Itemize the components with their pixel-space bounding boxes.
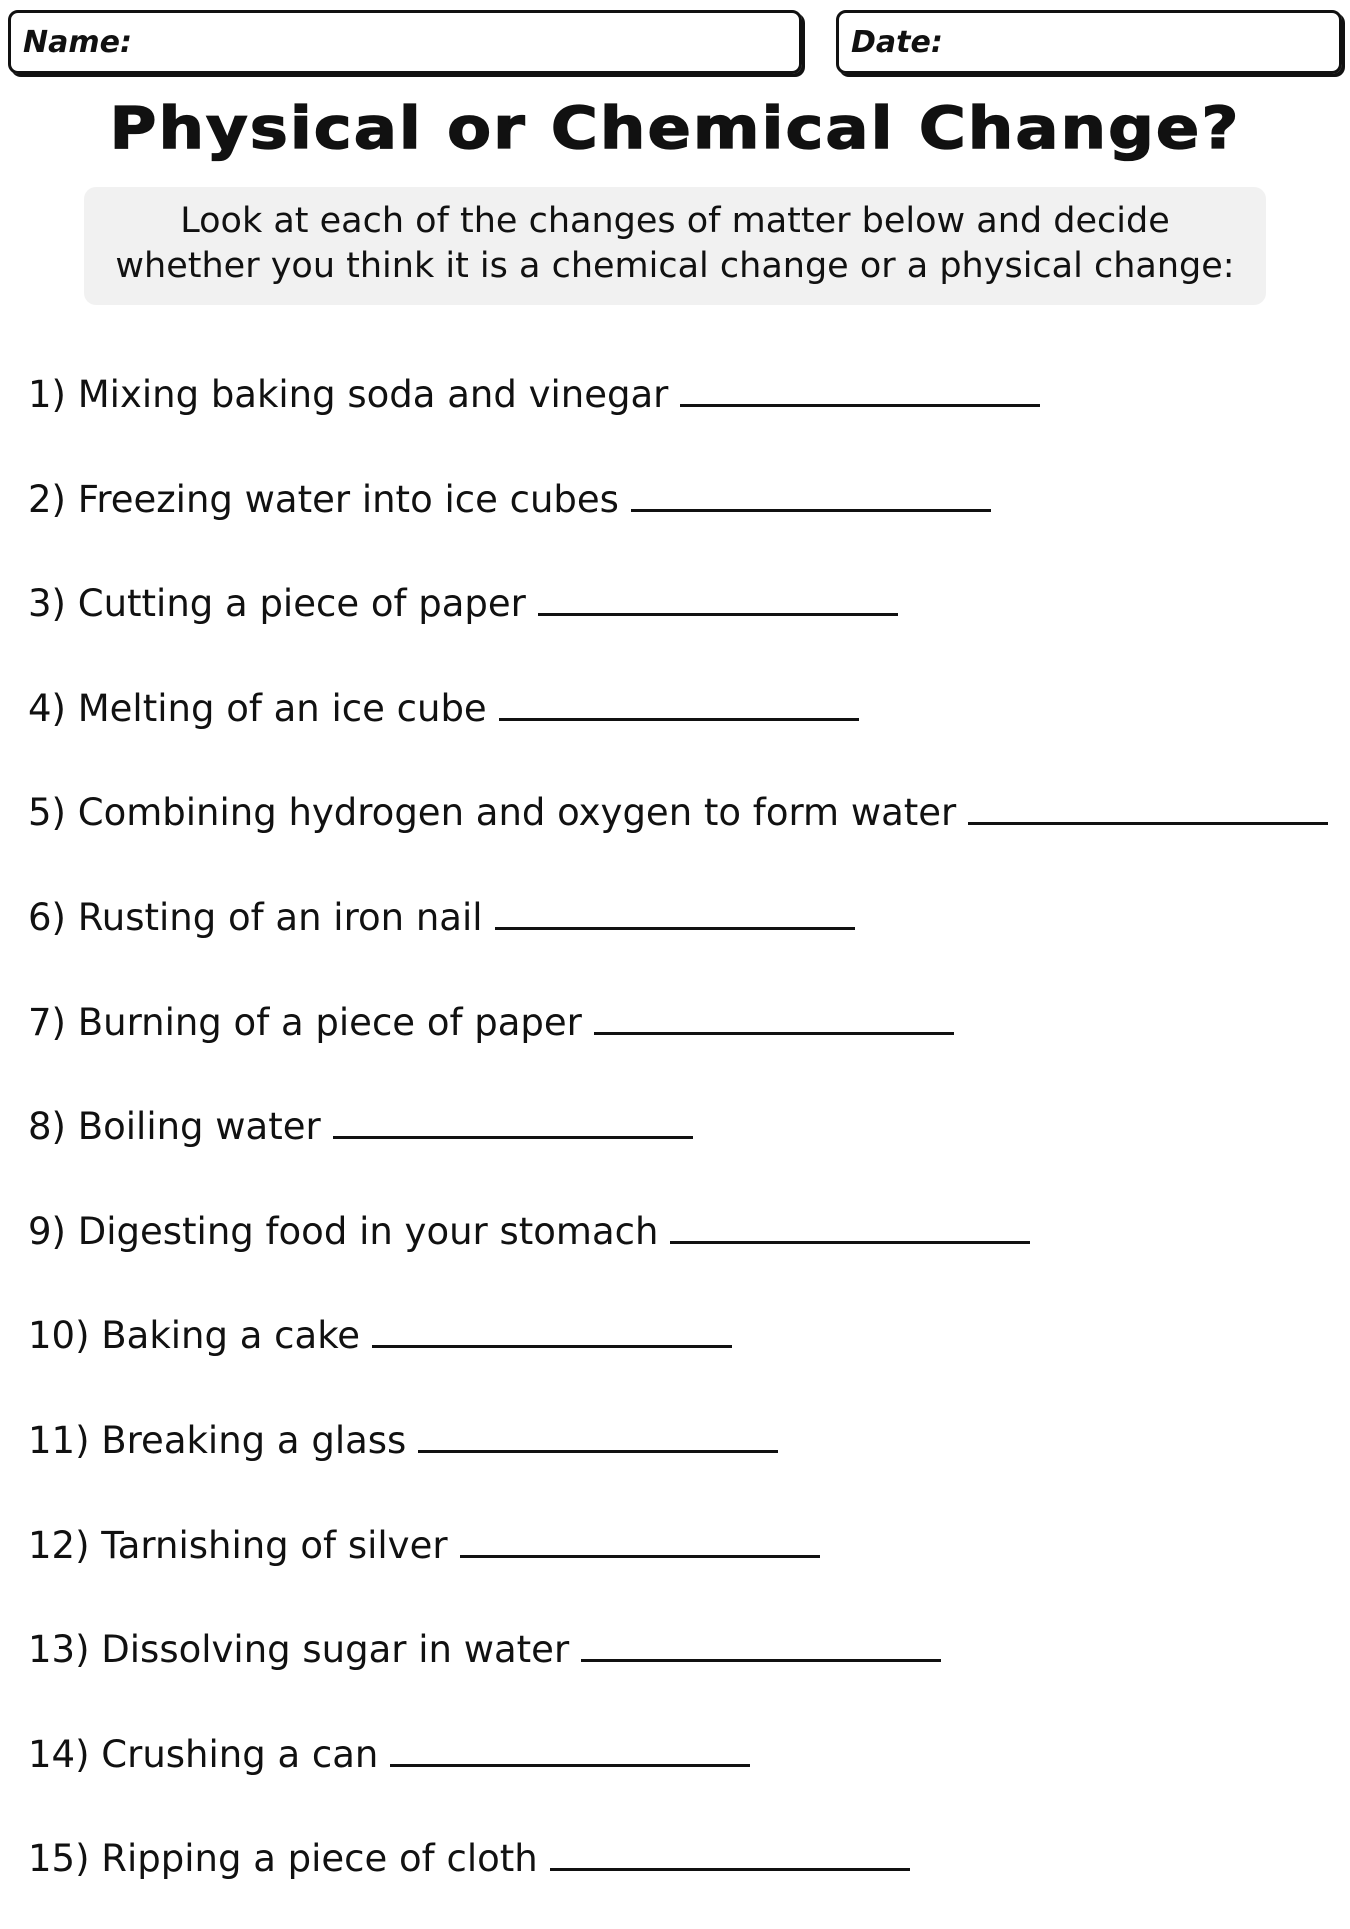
name-field[interactable] [8,10,802,74]
answer-blank[interactable] [594,988,954,1035]
answer-blank[interactable] [968,778,1328,825]
answer-blank[interactable] [538,569,898,616]
question-item [28,1720,1338,1825]
question-item [28,1406,1338,1511]
question-label: 9) Digesting food in your stomach [28,1209,659,1253]
name-label: Name: [23,24,132,60]
question-item [28,674,1338,779]
answer-blank[interactable] [418,1406,778,1453]
question-label: 11) Breaking a glass [28,1418,407,1462]
question-list [28,360,1338,1929]
answer-blank[interactable] [550,1824,910,1871]
instructions-text: Look at each of the changes of matter below and decide whether you think it is a chemical change or a physical change: [115,201,1235,286]
question-item [28,465,1338,570]
question-label: 4) Melting of an ice cube [28,686,487,730]
question-label: 3) Cutting a piece of paper [28,582,526,626]
answer-blank[interactable] [390,1720,750,1767]
question-item [28,1615,1338,1720]
question-label: 7) Burning of a piece of paper [28,1000,582,1044]
question-item [28,1824,1338,1929]
question-item [28,1197,1338,1302]
answer-blank[interactable] [631,465,991,512]
answer-blank[interactable] [670,1197,1030,1244]
question-item [28,883,1338,988]
question-item [28,1301,1338,1406]
question-item [28,569,1338,674]
question-label: 5) Combining hydrogen and oxygen to form water [28,791,957,835]
page-title: Physical or Chemical Change? [109,95,1241,163]
question-label: 8) Boiling water [28,1105,321,1149]
answer-blank[interactable] [372,1301,732,1348]
answer-blank[interactable] [495,883,855,930]
question-label: 14) Crushing a can [28,1732,379,1776]
answer-blank[interactable] [460,1511,820,1558]
question-label: 15) Ripping a piece of cloth [28,1837,538,1881]
answer-blank[interactable] [499,674,859,721]
date-field[interactable] [836,10,1342,74]
question-label: 1) Mixing baking soda and vinegar [28,373,669,416]
instructions-box [84,187,1266,305]
question-item [28,988,1338,1093]
answer-blank[interactable] [581,1615,941,1662]
question-item [28,1511,1338,1616]
answer-blank[interactable] [680,360,1040,407]
question-label: 13) Dissolving sugar in water [28,1628,570,1672]
question-item [28,360,1338,465]
question-item [28,778,1338,883]
answer-blank[interactable] [333,1092,693,1139]
date-label: Date: [851,24,943,60]
question-label: 10) Baking a cake [28,1314,361,1358]
question-item [28,1092,1338,1197]
question-label: 6) Rusting of an iron nail [28,895,483,939]
question-label: 12) Tarnishing of silver [28,1523,448,1567]
question-label: 2) Freezing water into ice cubes [28,477,619,521]
